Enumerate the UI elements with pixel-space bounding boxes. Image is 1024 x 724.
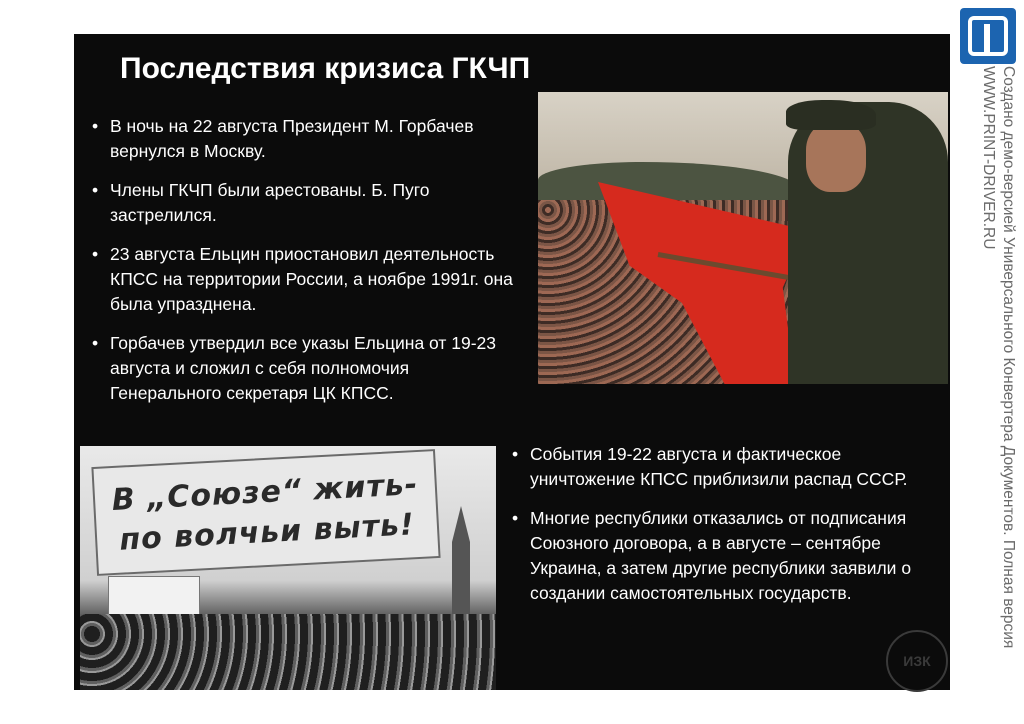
watermark-logo-icon bbox=[960, 8, 1016, 64]
watermark-text bbox=[962, 66, 1018, 724]
watermark-line-1: Создано демо-версией Универсального Конвертера Документов. Полная версия bbox=[1000, 66, 1017, 649]
bullet-item: • Члены ГКЧП были арестованы. Б. Пуго застрелился. bbox=[84, 178, 524, 228]
stamp-logo-icon: ИЗК bbox=[886, 630, 948, 692]
bullet-item: • 23 августа Ельцин приостановил деятельность КПСС на территории России, а ноябре 1991г. она была упразднена. bbox=[84, 242, 524, 317]
banner-line-1: В „Союзе“ жить- bbox=[110, 466, 419, 518]
protest-banner-photo bbox=[80, 446, 496, 690]
bullet-item: • В ночь на 22 августа Президент М. Горбачев вернулся в Москву. bbox=[84, 114, 524, 164]
protest-crowd bbox=[80, 614, 496, 690]
bullet-item: • Горбачев утвердил все указы Ельцина от 19-23 августа и сложил с себя полномочия Генерального секретаря ЦК КПСС. bbox=[84, 331, 524, 406]
red-flag-crowd-photo bbox=[538, 92, 948, 384]
protest-banner bbox=[91, 449, 440, 576]
watermark-line-2: WWW.PRINT-DRIVER.RU bbox=[980, 66, 997, 250]
banner-line-2: по волчьи выть! bbox=[118, 506, 416, 558]
slide-title: Последствия кризиса ГКЧП bbox=[120, 52, 531, 85]
slide bbox=[74, 34, 950, 690]
bullet-list-top bbox=[84, 114, 524, 420]
soldier-cap bbox=[786, 100, 876, 130]
bullet-list-bottom bbox=[504, 442, 914, 620]
bullet-item: • События 19-22 августа и фактическое уничтожение КПСС приблизили распад СССР. bbox=[504, 442, 914, 492]
bullet-item: • Многие республики отказались от подписания Союзного договора, а в августе – сентябре Украина, а затем другие республики заявили о создании самостоятельных государств. bbox=[504, 506, 914, 606]
logo-bar bbox=[984, 24, 990, 54]
soldier-face bbox=[806, 122, 866, 192]
kremlin-tower bbox=[452, 506, 470, 626]
